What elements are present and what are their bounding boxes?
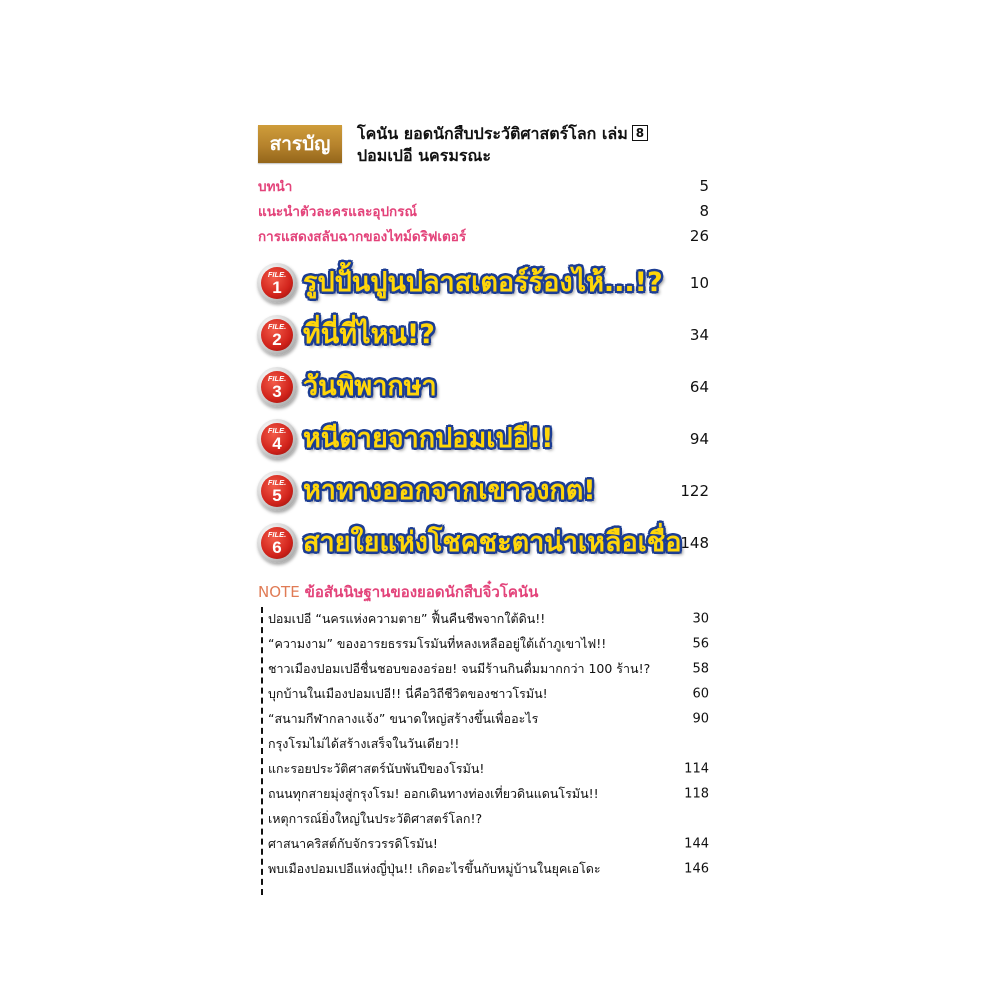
volume-number-box: 8 (632, 125, 648, 141)
file-badge-number: 2 (272, 330, 282, 349)
chapter-title: หาทางออกจากเขาวงกต! (303, 474, 596, 506)
chapter-page: 94 (689, 430, 709, 448)
note-entry-page: 60 (692, 686, 709, 701)
note-entry-title: กรุงโรมไม่ได้สร้างเสร็จในวันเดียว!! (268, 735, 460, 751)
chapter-page: 34 (689, 326, 709, 344)
toc-entry (258, 223, 712, 248)
note-entry (268, 806, 712, 831)
note-title: ข้อสันนิษฐานของยอดนักสืบจิ๋วโคนัน (304, 583, 539, 601)
note-entry-title: ชาวเมืองปอมเปอีชื่นชอบของอร่อย! จนมีร้านกินดื่มมากกว่า 100 ร้าน!? (268, 660, 651, 676)
file-badge-number: 3 (272, 382, 282, 401)
note-entry-page: 144 (684, 836, 709, 851)
file-chapter-entry (258, 309, 712, 361)
note-entry-page: 58 (692, 661, 709, 676)
file-badge (257, 263, 297, 303)
intro-entries (258, 173, 712, 248)
file-badge (257, 523, 297, 563)
file-badge-label: FILE. (267, 530, 287, 539)
file-chapter-entry (258, 517, 712, 569)
table-of-contents (258, 122, 712, 881)
file-badge-label: FILE. (267, 322, 287, 331)
book-title-line (357, 123, 648, 145)
chapter-page: 122 (680, 482, 709, 500)
toc-entry-page: 8 (699, 201, 709, 220)
note-entry-title: “ความงาม” ของอารยธรรมโรมันที่หลงเหลืออยู่ใต้เถ้าภูเขาไฟ!! (268, 635, 607, 651)
dashed-divider (261, 607, 263, 895)
note-entry (268, 856, 712, 881)
toc-entry-page: 5 (699, 176, 709, 195)
file-badge-disc (261, 319, 293, 351)
chapter-page: 148 (680, 534, 709, 552)
file-badge-number: 6 (272, 538, 282, 557)
note-entry-title: บุกบ้านในเมืองปอมเปอี!! นี่คือวิถีชีวิตของชาวโรมัน! (268, 685, 548, 701)
file-badge-disc (261, 371, 293, 403)
note-entry (268, 706, 712, 731)
toc-badge: สารบัญ (258, 125, 342, 163)
note-list (258, 606, 712, 881)
chapter-title: ที่นี่ที่ไหน!? (303, 318, 435, 350)
chapter-title: สายใยแห่งโชคชะตาน่าเหลือเชื่อ (303, 526, 682, 558)
file-badge-number: 4 (272, 434, 282, 453)
note-entry-page: 56 (692, 636, 709, 651)
toc-entry-title: บทนำ (258, 178, 293, 195)
note-entry-page: 118 (684, 786, 709, 801)
file-badge (257, 315, 297, 355)
note-entry (268, 631, 712, 656)
file-badge-label: FILE. (267, 374, 287, 383)
note-entry (268, 781, 712, 806)
file-badge-number: 1 (272, 278, 282, 297)
note-label: NOTE (258, 583, 300, 601)
note-entry (268, 731, 712, 756)
toc-entry (258, 198, 712, 223)
file-badge-label: FILE. (267, 478, 287, 487)
note-entry-title: พบเมืองปอมเปอีแห่งญี่ปุ่น!! เกิดอะไรขึ้นกับหมู่บ้านในยุคเอโดะ (268, 860, 601, 876)
note-entry (268, 681, 712, 706)
chapter-title: รูปปั้นปูนปลาสเตอร์ร้องไห้...!? (303, 266, 663, 298)
file-chapters (258, 257, 712, 569)
note-entry (268, 656, 712, 681)
toc-entry-page: 26 (689, 226, 709, 245)
note-entry (268, 756, 712, 781)
note-entry-title: แกะรอยประวัติศาสตร์นับพันปีของโรมัน! (268, 760, 485, 776)
note-entry-page: 90 (692, 711, 709, 726)
chapter-title: วันพิพากษา (303, 370, 437, 402)
file-badge-label: FILE. (267, 270, 287, 279)
file-badge-disc (261, 527, 293, 559)
note-entry (268, 606, 712, 631)
file-badge-disc (261, 267, 293, 299)
note-entry-title: “สนามกีฬากลางแจ้ง” ขนาดใหญ่สร้างขึ้นเพื่ออะไร (268, 710, 539, 726)
note-entry-page: 114 (684, 761, 709, 776)
chapter-page: 64 (689, 378, 709, 396)
chapter-page: 10 (689, 274, 709, 292)
toc-header (258, 122, 712, 166)
file-badge-disc (261, 475, 293, 507)
file-badge-disc (261, 423, 293, 455)
file-badge (257, 367, 297, 407)
note-entry-page: 30 (692, 611, 709, 626)
note-entry-page: 146 (684, 861, 709, 876)
toc-entry-title: แนะนำตัวละครและอุปกรณ์ (258, 203, 417, 220)
note-heading (258, 580, 712, 604)
file-chapter-entry (258, 361, 712, 413)
file-chapter-entry (258, 413, 712, 465)
toc-entry (258, 173, 712, 198)
chapter-title: หนีตายจากปอมเปอี!! (303, 422, 554, 454)
note-entry-title: เหตุการณ์ยิ่งใหญ่ในประวัติศาสตร์โลก!? (268, 810, 483, 826)
note-entry-title: ปอมเปอี “นครแห่งความตาย” ฟื้นคืนชีพจากใต้ดิน!! (268, 610, 546, 626)
book-subtitle: ปอมเปอี นครมรณะ (357, 146, 491, 165)
note-entry-title: ถนนทุกสายมุ่งสู่กรุงโรม! ออกเดินทางท่องเที่ยวดินแดนโรมัน!! (268, 785, 599, 801)
book-title: โคนัน ยอดนักสืบประวัติศาสตร์โลก เล่ม (357, 124, 628, 143)
file-badge (257, 419, 297, 459)
book-title-block (357, 123, 648, 167)
file-badge-label: FILE. (267, 426, 287, 435)
file-chapter-entry (258, 465, 712, 517)
file-chapter-entry (258, 257, 712, 309)
file-badge-number: 5 (272, 486, 282, 505)
note-entry (268, 831, 712, 856)
file-badge (257, 471, 297, 511)
note-entry-title: ศาสนาคริสต์กับจักรวรรดิโรมัน! (268, 835, 438, 851)
toc-entry-title: การแสดงสลับฉากของไทม์ดริฟเตอร์ (258, 228, 467, 245)
